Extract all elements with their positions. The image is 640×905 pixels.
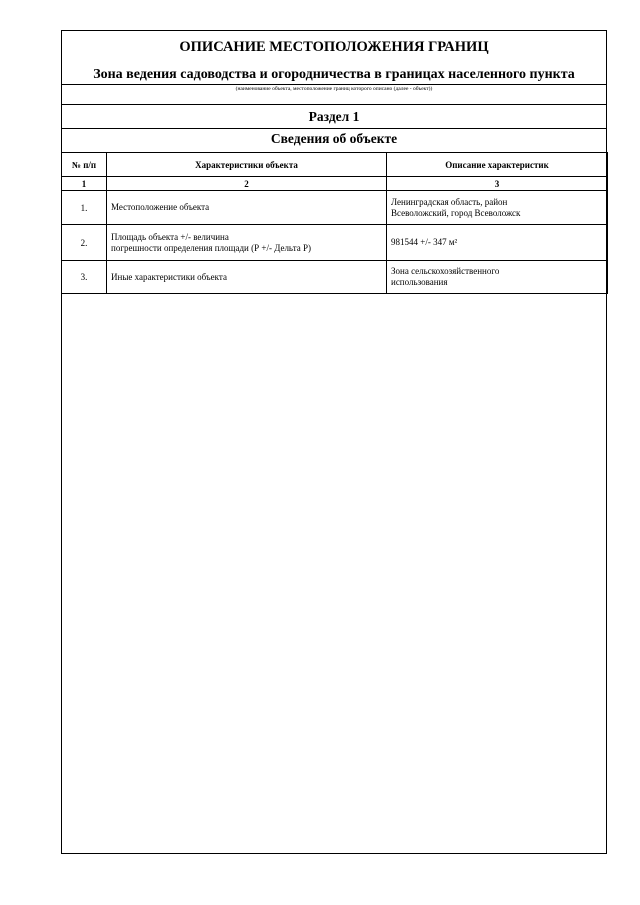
object-name-caption: (наименование объекта, местоположение границ которого описано (далее - объект)) — [235, 86, 433, 92]
table-row — [62, 225, 608, 261]
section-subtitle: Сведения об объекте — [270, 131, 398, 146]
table-row — [62, 191, 608, 225]
column-number: 2 — [107, 177, 387, 191]
row-number: 1. — [62, 191, 107, 225]
row-number: 3. — [62, 261, 107, 294]
column-number: 1 — [62, 177, 107, 191]
row-characteristic — [107, 261, 387, 294]
divider — [62, 104, 606, 105]
table-header-row — [62, 153, 608, 177]
cell-line: Местоположение объекта — [111, 202, 210, 212]
cell-line: 981544 +/- 347 м² — [391, 237, 458, 247]
row-characteristic — [107, 225, 387, 261]
cell-line: Площадь объекта +/- величина — [111, 231, 229, 242]
cell-line: погрешности определения площади (Р +/- Дельта Р) — [111, 242, 311, 253]
column-header-characteristic: Характеристики объекта — [107, 153, 387, 177]
row-description — [387, 261, 608, 294]
object-info-table — [61, 152, 608, 294]
object-name-underline — [62, 84, 606, 85]
row-characteristic — [107, 191, 387, 225]
row-number: 2. — [62, 225, 107, 261]
section-title: Раздел 1 — [308, 109, 360, 124]
row-description — [387, 225, 608, 261]
cell-line: Зона сельскохозяйственного — [391, 266, 500, 276]
cell-line: Иные характеристики объекта — [111, 271, 227, 282]
document-title: ОПИСАНИЕ МЕСТОПОЛОЖЕНИЯ ГРАНИЦ — [179, 39, 489, 55]
cell-line: Ленинградская область, район — [391, 196, 508, 207]
column-header-description: Описание характеристик — [387, 153, 608, 177]
row-description — [387, 191, 608, 225]
document-frame — [61, 30, 607, 854]
cell-line: использования — [391, 277, 448, 287]
divider — [62, 128, 606, 129]
column-number: 3 — [387, 177, 608, 191]
cell-line: Всеволожский, город Всеволожск — [391, 207, 521, 218]
table-row — [62, 261, 608, 294]
column-header-number: № п/п — [62, 153, 107, 177]
column-number-row — [62, 177, 608, 191]
object-name: Зона ведения садоводства и огородничества в границах населенного пункта — [93, 67, 575, 82]
